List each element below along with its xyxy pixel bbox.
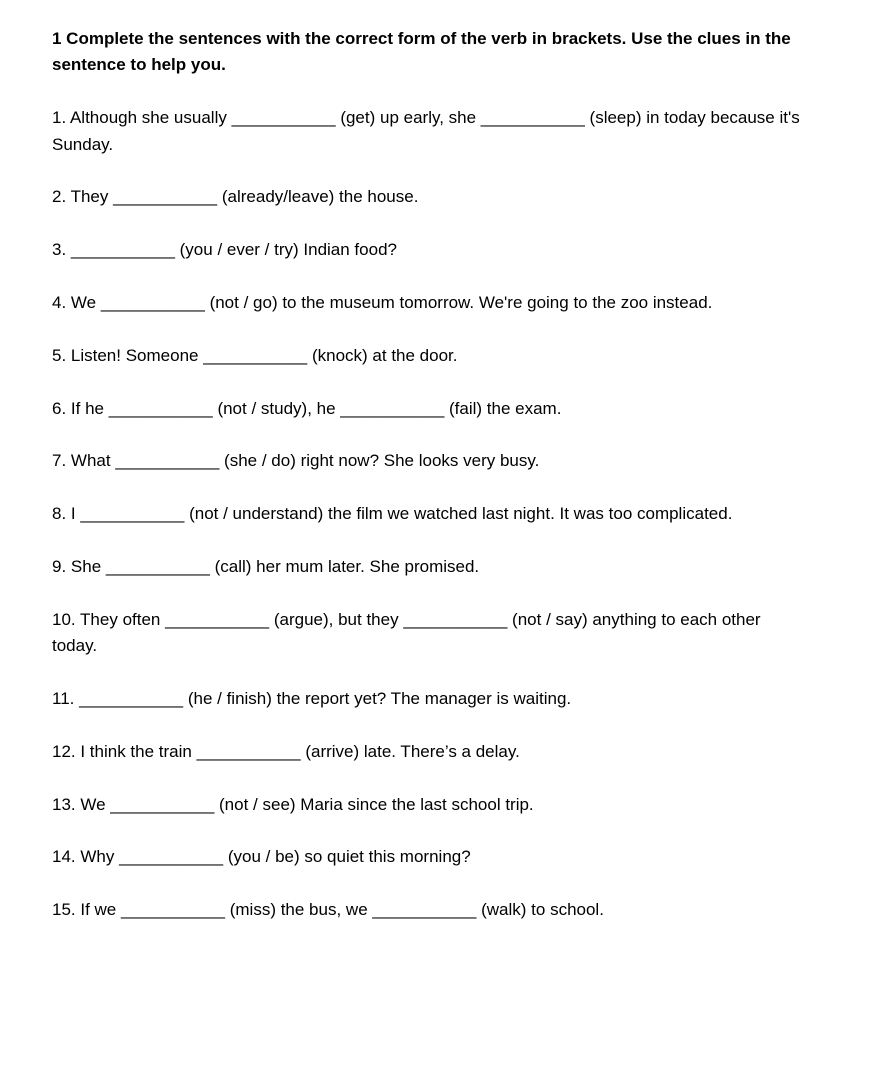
worksheet-content bbox=[52, 26, 802, 924]
sentence-item: 3. ___________ (you / ever / try) Indian food? bbox=[52, 240, 397, 260]
answer-blank: ___________ bbox=[196, 741, 301, 761]
answer-blank: ___________ bbox=[115, 451, 220, 471]
answer-blank: ___________ bbox=[79, 688, 184, 708]
answer-blank: ___________ bbox=[231, 108, 336, 128]
answer-blank: ___________ bbox=[120, 900, 225, 920]
answer-blank: ___________ bbox=[403, 609, 508, 629]
sentence-item: 14. Why ___________ (you / be) so quiet this morning? bbox=[52, 847, 471, 867]
answer-blank: ___________ bbox=[70, 240, 175, 260]
answer-blank: ___________ bbox=[100, 293, 205, 312]
exercise-instructions: 1 Complete the sentences with the correct form of the verb in brackets. Use the clues in the sentence to help you. bbox=[52, 29, 791, 75]
answer-blank: ___________ bbox=[165, 609, 270, 629]
sentence-item: 9. She ___________ (call) her mum later. She promised. bbox=[52, 556, 480, 576]
answer-blank: ___________ bbox=[340, 398, 445, 418]
answer-blank: ___________ bbox=[113, 187, 218, 207]
answer-blank: ___________ bbox=[105, 556, 210, 576]
sentence-item: 1. Although she usually ___________ (get) up early, she ___________ (sleep) in today because it's Sunday. bbox=[52, 108, 800, 154]
answer-blank: ___________ bbox=[480, 108, 585, 128]
answer-blank: ___________ bbox=[119, 847, 224, 867]
sentence-item: 8. I ___________ (not / understand) the film we watched last night. It was too complicated. bbox=[52, 504, 733, 524]
answer-blank: ___________ bbox=[110, 794, 215, 814]
sentence-item: 6. If he ___________ (not / study), he ___________ (fail) the exam. bbox=[52, 398, 562, 418]
sentence-item: 13. We ___________ (not / see) Maria since the last school trip. bbox=[52, 794, 534, 814]
sentence-list bbox=[52, 105, 802, 923]
sentence-item: 11. ___________ (he / finish) the report yet? The manager is waiting. bbox=[52, 688, 572, 708]
sentence-item: 5. Listen! Someone ___________ (knock) at the door. bbox=[52, 345, 458, 365]
answer-blank: ___________ bbox=[108, 398, 213, 418]
answer-blank: ___________ bbox=[80, 504, 185, 524]
sentence-item: 15. If we ___________ (miss) the bus, we ___________ (walk) to school. bbox=[52, 900, 604, 920]
answer-blank: ___________ bbox=[203, 345, 308, 365]
sentence-item: 7. What ___________ (she / do) right now? She looks very busy. bbox=[52, 451, 540, 471]
sentence-item: 2. They ___________ (already/leave) the house. bbox=[52, 187, 419, 207]
answer-blank: ___________ bbox=[372, 900, 477, 920]
sentence-item: 10. They often ___________ (argue), but they ___________ (not / say) anything to each other today. bbox=[52, 609, 761, 656]
sentence-item: 4. We ___________ (not / go) to the museum tomorrow. We're going to the zoo instead. bbox=[52, 293, 713, 312]
sentence-item: 12. I think the train ___________ (arrive) late. There’s a delay. bbox=[52, 741, 520, 761]
